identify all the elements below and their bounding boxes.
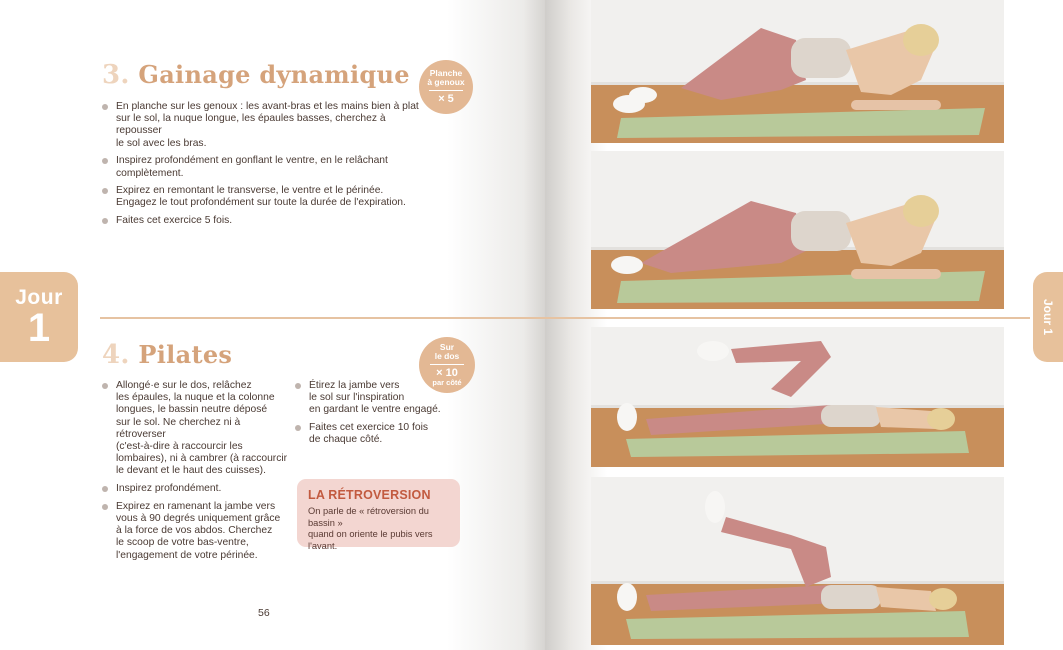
section-3-steps xyxy=(102,101,422,233)
section-3-number: 3. xyxy=(102,60,130,90)
section-divider xyxy=(100,317,1030,319)
list-item: Faites cet exercice 5 fois. xyxy=(102,215,422,227)
day-tab-number: 1 xyxy=(27,306,51,350)
badge-line-4: par côté xyxy=(432,378,462,387)
badge-line-1: Planche xyxy=(429,68,463,78)
section-4-steps-col2 xyxy=(295,380,465,452)
section-3-badge xyxy=(419,60,473,114)
callout-body: On parle de « rétroversion du bassin » quand on oriente le pubis vers l'avant. xyxy=(308,506,433,551)
day-tab-word: Jour xyxy=(15,286,63,309)
callout-title: LA RÉTROVERSION xyxy=(308,488,431,502)
day-tab-left xyxy=(0,272,78,362)
badge-line-1: Sur xyxy=(439,342,455,352)
badge-line-2: à genoux xyxy=(427,77,465,87)
badge-divider xyxy=(430,364,464,365)
photo-kneeling-plank-2 xyxy=(591,151,1004,309)
badge-reps: × 5 xyxy=(438,93,454,105)
badge-divider xyxy=(429,90,463,91)
page-number: 56 xyxy=(258,607,270,619)
list-item: Expirez en ramenant la jambe vers vous à 90 degrés uniquement grâce à la force de vos abdos. Cherchez le scoop de votre bas-ventre, l'engagement de votre périnée. xyxy=(102,501,292,562)
section-3-heading xyxy=(102,60,410,90)
section-4-heading xyxy=(102,340,232,370)
list-item: Expirez en remontant le transverse, le ventre et le périnée. Engagez le tout profondément sur toute la durée de l'expiration. xyxy=(102,185,422,209)
badge-reps: × 10 xyxy=(436,367,458,379)
list-item: Faites cet exercice 10 fois de chaque côté. xyxy=(295,422,465,446)
section-3-title: Gainage dynamique xyxy=(138,60,410,89)
photo-kneeling-plank-1 xyxy=(591,0,1004,143)
badge-line-2: le dos xyxy=(434,351,460,361)
section-4-number: 4. xyxy=(102,340,130,370)
section-4-steps-col1 xyxy=(102,380,292,567)
list-item: Allongé·e sur le dos, relâchez les épaules, la nuque et la colonne longues, le bassin neutre déposé sur le sol. Ne cherchez ni à rétroverser (c'est-à-dire à raccourcir les lombaires), ni à cambrer (à raccourcir le devant et le haut des cuisses). xyxy=(102,380,292,478)
list-item: En planche sur les genoux : les avant-bras et les mains bien à plat sur le sol, la nuque longue, les épaules basses, cherchez à repousser le sol avec les bras. xyxy=(102,101,422,150)
list-item: Inspirez profondément. xyxy=(102,483,292,495)
day-tab-right xyxy=(1033,272,1063,362)
list-item: Étirez la jambe vers le sol sur l'inspiration en gardant le ventre engagé. xyxy=(295,380,465,417)
retroversion-callout xyxy=(297,479,460,551)
list-item: Inspirez profondément en gonflant le ventre, en le relâchant complètement. xyxy=(102,155,422,179)
day-tab-right-label: Jour 1 xyxy=(1041,298,1055,336)
photo-pilates-leg-2 xyxy=(591,477,1004,645)
photo-pilates-leg-1 xyxy=(591,327,1004,467)
section-4-title: Pilates xyxy=(138,340,233,369)
